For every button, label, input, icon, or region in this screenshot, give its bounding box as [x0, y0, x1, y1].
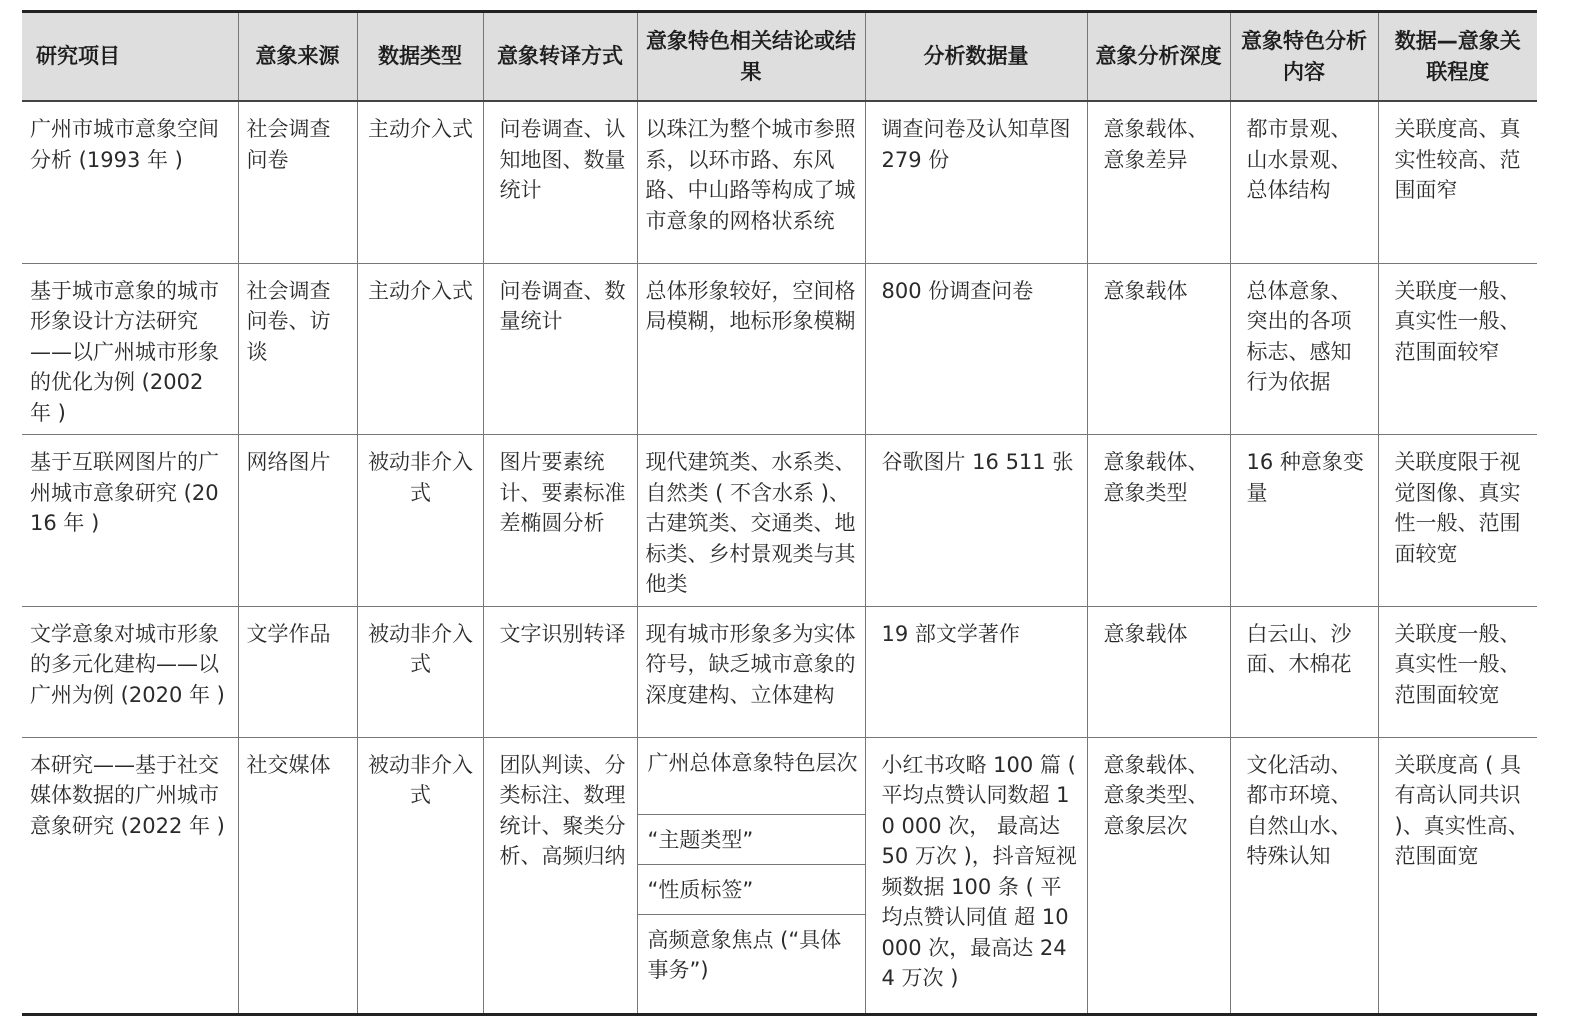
- cell-depth: 意象载体、意象类型: [1087, 435, 1230, 607]
- cell-project: 基于城市意象的城市形象设计方法研究——以广州城市形象的优化为例 (2002 年 ): [22, 263, 238, 435]
- header-source: 意象来源: [238, 12, 357, 102]
- cell-method: 问卷调查、数量统计: [483, 263, 637, 435]
- cell-method: 文字识别转译: [483, 606, 637, 737]
- cell-conclusion: 总体形象较好，空间格局模糊，地标形象模糊: [637, 263, 865, 435]
- cell-depth: 意象载体: [1087, 263, 1230, 435]
- cell-source: 文学作品: [238, 606, 357, 737]
- cell-conclusion: [637, 737, 865, 1014]
- cell-amount: 800 份调查问卷: [865, 263, 1087, 435]
- comparison-table-container: [22, 10, 1537, 1016]
- cell-conclusion: 现代建筑类、水系类、自然类 ( 不含水系 )、古建筑类、交通类、地标类、乡村景观类与其他类: [637, 435, 865, 607]
- header-depth: 意象分析深度: [1087, 12, 1230, 102]
- header-data-type: 数据类型: [357, 12, 483, 102]
- table-row: [22, 737, 1537, 1014]
- header-content: 意象特色分析内容: [1230, 12, 1378, 102]
- conclusion-part: “主题类型”: [638, 815, 865, 865]
- cell-relevance: 关联度一般、真实性一般、范围面较窄: [1378, 263, 1537, 435]
- header-relevance: 数据—意象关联程度: [1378, 12, 1537, 102]
- cell-method: 问卷调查、认知地图、数量统计: [483, 101, 637, 263]
- cell-data-type: 主动介入式: [357, 101, 483, 263]
- cell-conclusion: 以珠江为整个城市参照系，以环市路、东风路、中山路等构成了城市意象的网格状系统: [637, 101, 865, 263]
- header-method: 意象转译方式: [483, 12, 637, 102]
- cell-relevance: 关联度限于视觉图像、真实性一般、范围面较宽: [1378, 435, 1537, 607]
- cell-content: 总体意象、突出的各项标志、感知行为依据: [1230, 263, 1378, 435]
- header-conclusion: 意象特色相关结论或结果: [637, 12, 865, 102]
- cell-amount: 谷歌图片 16 511 张: [865, 435, 1087, 607]
- cell-amount: 调查问卷及认知草图 279 份: [865, 101, 1087, 263]
- header-project: 研究项目: [22, 12, 238, 102]
- cell-source: 社会调查问卷: [238, 101, 357, 263]
- table-row: [22, 435, 1537, 607]
- cell-relevance: 关联度高 ( 具有高认同共识 )、真实性高、范围面宽: [1378, 737, 1537, 1014]
- cell-method: 图片要素统计、要素标准差椭圆分析: [483, 435, 637, 607]
- cell-depth: 意象载体、意象类型、意象层次: [1087, 737, 1230, 1014]
- conclusion-part: “性质标签”: [638, 865, 865, 915]
- table-row: [22, 263, 1537, 435]
- cell-relevance: 关联度一般、真实性一般、范围面较宽: [1378, 606, 1537, 737]
- cell-relevance: 关联度高、真实性较高、范围面窄: [1378, 101, 1537, 263]
- cell-depth: 意象载体、意象差异: [1087, 101, 1230, 263]
- cell-conclusion: 现有城市形象多为实体符号，缺乏城市意象的深度建构、立体建构: [637, 606, 865, 737]
- cell-content: 都市景观、山水景观、总体结构: [1230, 101, 1378, 263]
- comparison-table: [22, 10, 1537, 1016]
- cell-amount: 19 部文学著作: [865, 606, 1087, 737]
- header-amount: 分析数据量: [865, 12, 1087, 102]
- table-header-row: [22, 12, 1537, 102]
- cell-source: 网络图片: [238, 435, 357, 607]
- cell-method: 团队判读、分类标注、数理统计、聚类分析、高频归纳: [483, 737, 637, 1014]
- cell-content: 白云山、沙面、木棉花: [1230, 606, 1378, 737]
- cell-project: 基于互联网图片的广州城市意象研究 (2016 年 ): [22, 435, 238, 607]
- conclusion-part: 广州总体意象特色层次: [638, 738, 865, 815]
- cell-depth: 意象载体: [1087, 606, 1230, 737]
- cell-content: 文化活动、都市环境、自然山水、特殊认知: [1230, 737, 1378, 1014]
- cell-content: 16 种意象变量: [1230, 435, 1378, 607]
- cell-source: 社交媒体: [238, 737, 357, 1014]
- cell-data-type: 被动非介入式: [357, 606, 483, 737]
- cell-project: 本研究——基于社交媒体数据的广州城市意象研究 (2022 年 ): [22, 737, 238, 1014]
- table-row: [22, 606, 1537, 737]
- cell-source: 社会调查问卷、访谈: [238, 263, 357, 435]
- cell-data-type: 被动非介入式: [357, 737, 483, 1014]
- conclusion-part: 高频意象焦点 (“具体事务”): [647, 927, 842, 982]
- cell-amount: 小红书攻略 100 篇 ( 平均点赞认同数超 10 000 次， 最高达 50 万次 )，抖音短视频数据 100 条 ( 平均点赞认同值 超 10 000 次，最高达 244 万次 ): [865, 737, 1087, 1014]
- table-row: [22, 101, 1537, 263]
- cell-data-type: 主动介入式: [357, 263, 483, 435]
- cell-project: 广州市城市意象空间分析 (1993 年 ): [22, 101, 238, 263]
- cell-project: 文学意象对城市形象的多元化建构——以广州为例 (2020 年 ): [22, 606, 238, 737]
- cell-data-type: 被动非介入式: [357, 435, 483, 607]
